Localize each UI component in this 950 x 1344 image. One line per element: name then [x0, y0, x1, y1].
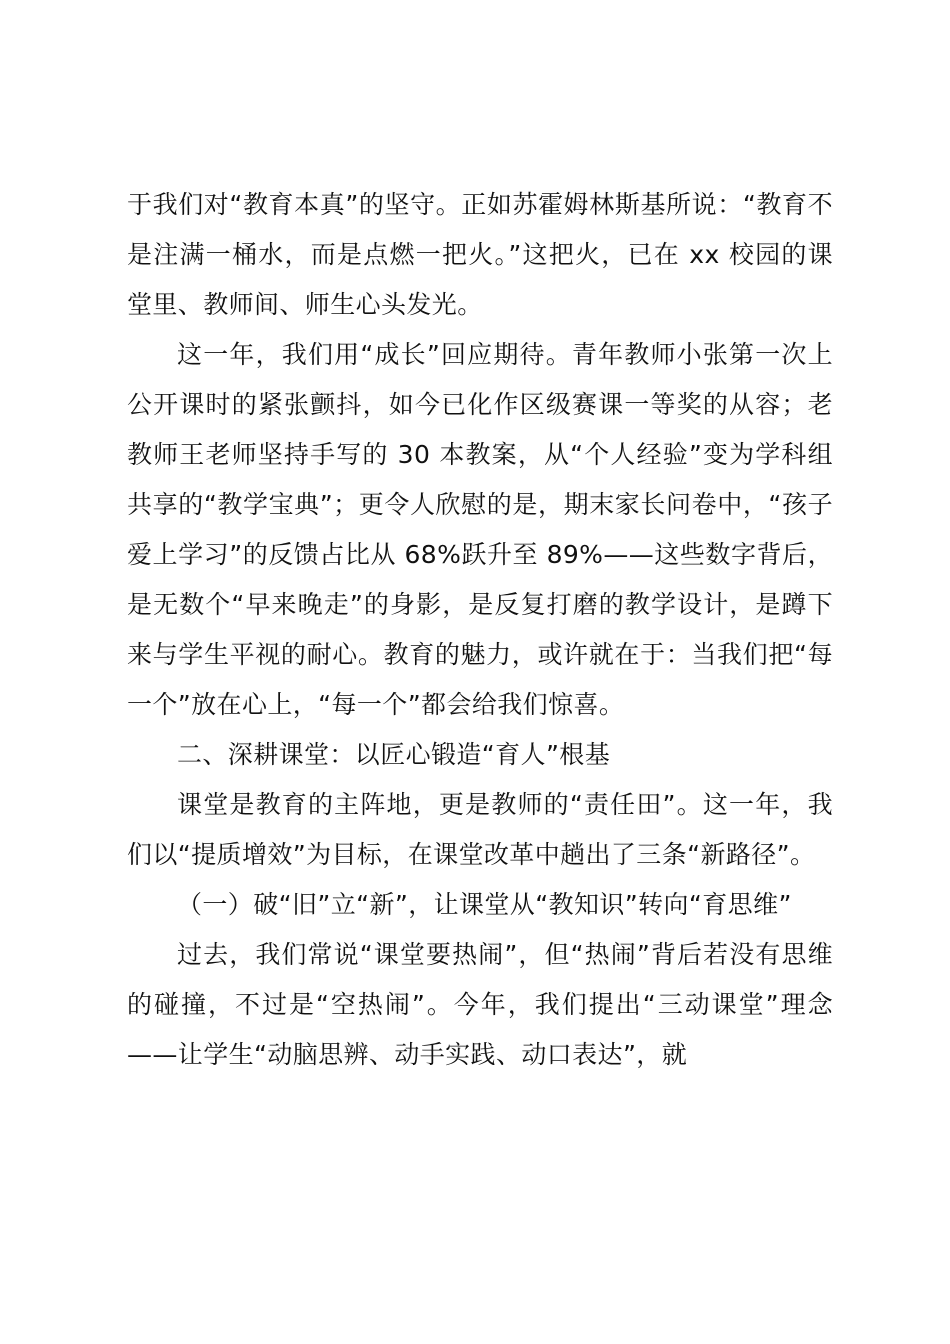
paragraph-continuation: 于我们对“教育本真”的坚守。正如苏霍姆林斯基所说：“教育不是注满一桶水，而是点燃一把火。”这把火，已在 xx 校园的课堂里、教师间、师生心头发光。 — [127, 190, 833, 319]
document-body — [127, 180, 833, 1080]
section-heading: 二、深耕课堂：以匠心锻造“育人”根基 — [177, 740, 611, 769]
paragraph-three-action-classroom: 过去，我们常说“课堂要热闹”，但“热闹”背后若没有思维的碰撞，不过是“空热闹”。今年，我们提出“三动课堂”理念——让学生“动脑思辨、动手实践、动口表达”，就 — [127, 940, 833, 1069]
paragraph-classroom-intro: 课堂是教育的主阵地，更是教师的“责任田”。这一年，我们以“提质增效”为目标，在课堂改革中趟出了三条“新路径”。 — [127, 790, 833, 869]
paragraph-growth: 这一年，我们用“成长”回应期待。青年教师小张第一次上公开课时的紧张颤抖，如今已化作区级赛课一等奖的从容；老教师王老师坚持手写的 30 本教案，从“个人经验”变为学科组共享的“教学宝典”；更令人欣慰的是，期末家长问卷中，“孩子爱上学习”的反馈占比从 68%跃升至 89%——这些数字背后，是无数个“早来晚走”的身影，是反复打磨的教学设计，是蹲下来与学生平视的耐心。教育的魅力，或许就在于：当我们把“每一个”放在心上，“每一个”都会给我们惊喜。 — [127, 340, 833, 719]
subsection-heading: （一）破“旧”立“新”，让课堂从“教知识”转向“育思维” — [177, 890, 792, 919]
